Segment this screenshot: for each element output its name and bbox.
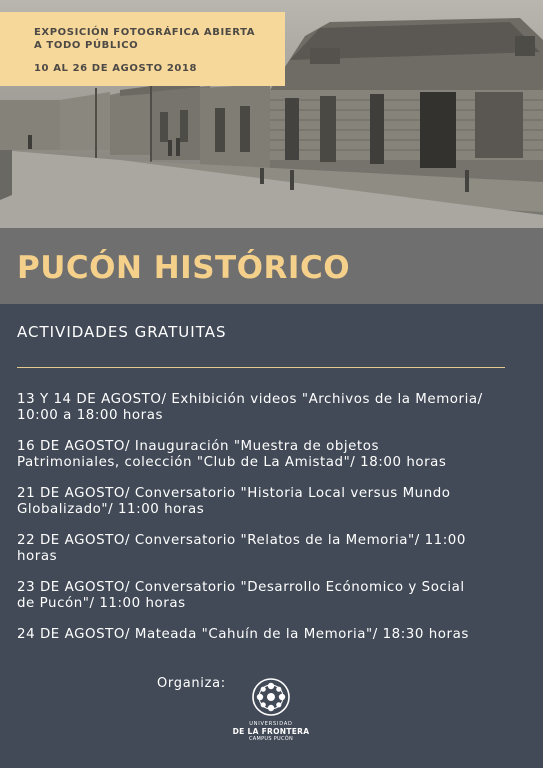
- historic-street-photo: [0, 0, 543, 304]
- exhibition-dates: 10 AL 26 DE AGOSTO 2018: [34, 63, 198, 74]
- logo-line-3: CAMPUS PUCÓN: [248, 736, 294, 742]
- activity-item: 24 DE AGOSTO/ Mateada "Cahuín de la Memoria"/ 18:30 horas: [17, 627, 469, 642]
- logo-line-2: DE LA FRONTERA: [232, 727, 310, 736]
- university-logo: [231, 677, 311, 757]
- activities-heading: ACTIVIDADES GRATUITAS: [17, 323, 227, 341]
- banner-line-2: A TODO PÚBLICO: [34, 40, 139, 51]
- activity-item: 13 Y 14 DE AGOSTO/ Exhibición videos "Archivos de la Memoria/ 10:00 a 18:00 horas: [17, 392, 483, 423]
- activity-item: 16 DE AGOSTO/ Inauguración "Muestra de objetos Patrimoniales, colección "Club de La Amistad"/ 18:00 horas: [17, 439, 447, 470]
- exhibition-banner: [0, 12, 285, 86]
- logo-line-1: UNIVERSIDAD: [249, 721, 293, 727]
- poster-title: PUCÓN HISTÓRICO: [17, 250, 351, 286]
- activity-item: 21 DE AGOSTO/ Conversatorio "Historia Local versus Mundo Globalizado"/ 11:00 horas: [17, 486, 451, 517]
- activity-item: 23 DE AGOSTO/ Conversatorio "Desarrollo Ecónomico y Social de Pucón"/ 11:00 horas: [17, 580, 465, 611]
- university-crest-icon: [251, 677, 291, 717]
- banner-line-1: EXPOSICIÓN FOTOGRÁFICA ABIERTA: [34, 27, 256, 38]
- organizer-label: Organiza:: [157, 676, 226, 691]
- activity-item: 22 DE AGOSTO/ Conversatorio "Relatos de la Memoria"/ 11:00 horas: [17, 533, 466, 564]
- divider-line: [17, 367, 505, 368]
- activities-list: [17, 392, 527, 658]
